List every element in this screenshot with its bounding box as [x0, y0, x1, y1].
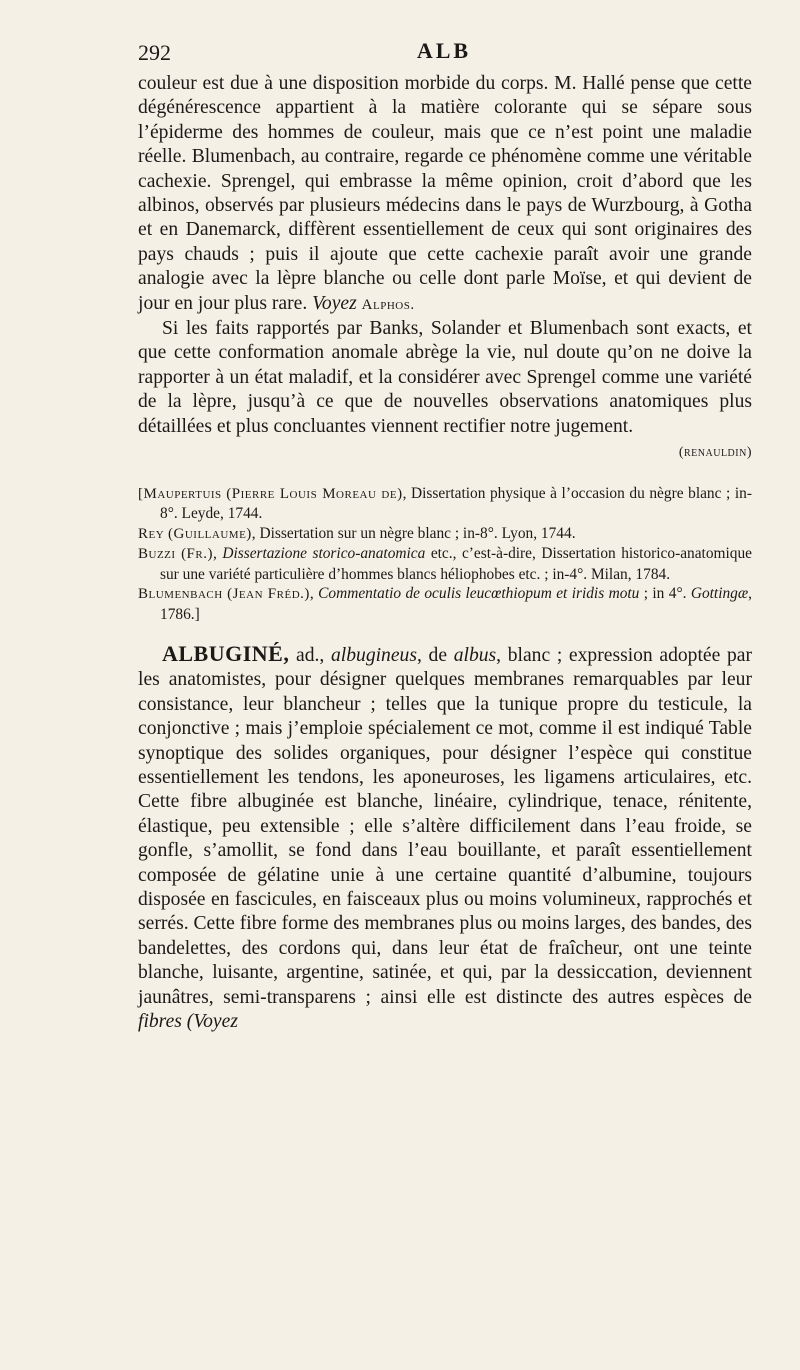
paragraph-banks-text: Si les faits rapportés par Banks, Solander et Blumenbach sont exacts, et que cette conformation anomale abrège la vie, nul doute qu’on ne doive la rapporter à un état maladif, et la considérer avec Sprengel comme une variété de la lèpre, jusqu’à ce que de nouvelles observations anatomiques plus détaillées et plus concluantes viennent rectifier notre jugement. [138, 318, 752, 437]
entry-voyez: (Voyez [181, 1011, 238, 1033]
bib-author-detail: (Fr.) [181, 546, 213, 562]
bib-title: Dissertazione storico-anatomica [222, 545, 426, 562]
bib-author: Rey [138, 525, 165, 542]
bib-author-detail: (Jean Fréd.) [227, 586, 310, 602]
entry-connector: , de [416, 645, 454, 666]
bib-author: Blumenbach [138, 586, 223, 602]
author-signature: (renauldin) [678, 445, 752, 461]
dictionary-entry [138, 642, 752, 1035]
running-head: ALB [416, 38, 472, 63]
continuation-text: couleur est due à une disposition morbide du corps. M. Hallé pense que cette dégénérescence appartient à la matière colorante qui se sépare sous l’épiderme des hommes de couleur, mais que ce n’est point une maladie réelle. Blumenbach, au contraire, regarde ce phénomène comme une véritable cachexie. Sprengel, qui embrasse la même opinion, croit d’abord que les albinos, observés par plusieurs médecins dans le pays de Wurzbourg, à Gotha et en Danemarck, diffèrent essentiellement de ceux qui sont originaires des pays chauds ; puis il ajoute que cette cachexie paraît avoir une grande analogie avec la lèpre blanche ou celle dont parle Moïse, et qui devient de jour en jour plus rare. [138, 73, 752, 314]
bib-text: , 1786.] [160, 585, 752, 623]
bib-author: [Maupertuis [138, 485, 222, 502]
bib-text: etc., c’est-à-dire, Dissertation historico-anatomique sur une variété particulière d’hommes blancs héliophobes etc. ; in-4°. Milan, 1784. [160, 545, 752, 583]
page-number: 292 [138, 40, 171, 65]
bib-author: Buzzi [138, 546, 176, 562]
voyez-label: Voyez [312, 292, 357, 314]
bibliography-item [138, 524, 752, 545]
page-header [138, 38, 750, 68]
entry-body: , blanc ; expression adoptée par les anatomistes, pour désigner quelques membranes remarquables par leur consistance, leur blancheur ; telles que la tunique propre du testicule, la conjonctive ; mais j’emploie spécialement ce mot, comme il est indiqué Table synoptique des solides organiques, pour désigner l’espèce qui constitue essentiellement les tendons, les aponeuroses, les ligamens articulaires, etc. Cette fibre albuginée est blanche, linéaire, cylindrique, tenace, rénitente, élastique, peu extensible ; elle s’altère difficilement dans l’eau froide, se gonfle, s’amollit, se fond dans l’eau bouillante, et paraît essentiellement composée de gélatine unie à une certaine quantité d’albumine, toujours disposée en fascicules, en faisceaux plus ou moins volumineux, rapprochés et serrés. Cette fibre forme des membranes plus ou moins larges, des bandes, des bandelettes, des cordons qui, dans leur état de fraîcheur, ont une teinte blanche, luisante, argentine, satinée, et qui, par la dessiccation, deviennent jaunâtres, semi-transparens ; ainsi elle est distincte des autres espèces de [138, 645, 752, 1008]
entry-headword: ALBUGINÉ, [162, 641, 290, 666]
bib-author-detail: (Pierre Louis Moreau de) [226, 485, 403, 502]
entry-grammar: ad., [289, 645, 331, 666]
bibliography-item: Blumenbach (Jean Fréd.), Commentatio de oculis leucœthiopum et iridis motu ; in 4°. Gottingæ, 1786.] [138, 585, 752, 623]
bib-place: Gottingæ [690, 585, 749, 602]
bib-text: , Dissertation sur un nègre blanc ; in-8°. Lyon, 1744. [251, 524, 576, 542]
bib-text: , Dissertation physique à l’occasion du nègre blanc ; in-8°. Leyde, 1744. [160, 484, 752, 522]
entry-latin-root: albus [453, 645, 497, 666]
bib-title: Commentatio de oculis leucœthiopum et iridis motu [318, 585, 640, 602]
entry-fibres: fibres [138, 1011, 182, 1033]
paragraph-banks [138, 317, 752, 439]
cross-reference: Alphos. [361, 296, 415, 313]
text-column [138, 72, 752, 1035]
bib-author-detail: (Guillaume) [168, 525, 252, 542]
bibliography-item: Buzzi (Fr.), Dissertazione storico-anatomica etc., c’est-à-dire, Dissertation historico-anatomique sur une variété particulière d’hommes blancs héliophobes etc. ; in-4°. Milan, 1784. [138, 545, 752, 583]
bibliography-item [138, 484, 752, 524]
bib-text: ; in 4°. [639, 585, 691, 602]
entry-latin: albugineus [330, 645, 417, 666]
bibliography [138, 484, 752, 625]
continuation-paragraph [138, 72, 752, 317]
